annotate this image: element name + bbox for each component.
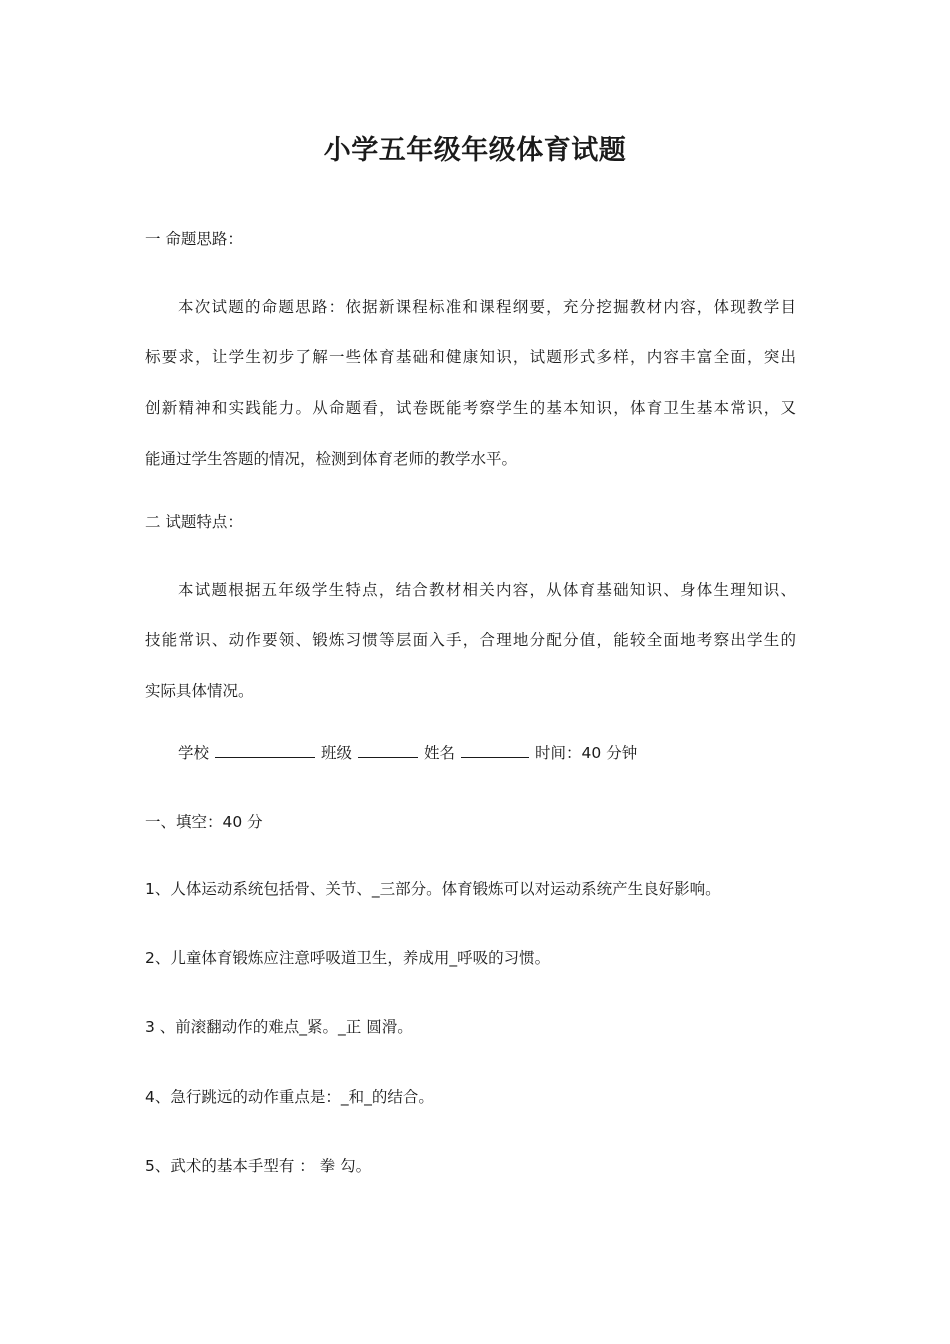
section1-line-1: 本次试题的命题思路：依据新课程标准和课程纲要，充分挖掘教材内容，体现教学目 (178, 298, 796, 316)
section2-line-2: 技能常识、动作要领、锻炼习惯等层面入手，合理地分配分值，能较全面地考察出学生的 (145, 631, 796, 649)
class-label: 班级 (321, 744, 353, 762)
student-info-line (178, 742, 838, 764)
time-label: 时间：40 分钟 (535, 744, 638, 762)
section2-heading: 二 试题特点： (145, 513, 243, 531)
question-5: 5、武术的基本手型有 ： 拳 勾。 (145, 1157, 372, 1175)
section1-heading: 一 命题思路： (145, 230, 243, 248)
section2-line-3: 实际具体情况。 (145, 682, 254, 700)
section2-line-1: 本试题根据五年级学生特点，结合教材相关内容，从体育基础知识、身体生理知识、 (178, 581, 796, 599)
class-blank (358, 742, 418, 758)
school-blank (215, 742, 315, 758)
section1-line-3: 创新精神和实践能力。从命题看，试卷既能考察学生的基本知识，体育卫生基本常识，又 (145, 399, 796, 417)
question-1: 1、人体运动系统包括骨、关节、_三部分。体育锻炼可以对运动系统产生良好影响。 (145, 880, 721, 898)
name-label: 姓名 (424, 744, 456, 762)
document-title: 小学五年级年级体育试题 (323, 135, 627, 166)
section1-line-2: 标要求，让学生初步了解一些体育基础和健康知识，试题形式多样，内容丰富全面，突出 (145, 348, 796, 366)
school-label: 学校 (178, 744, 210, 762)
question-2: 2、儿童体育锻炼应注意呼吸道卫生，养成用_呼吸的习惯。 (145, 949, 551, 967)
question-4: 4、急行跳远的动作重点是：_和_的结合。 (145, 1088, 434, 1106)
section1-line-4: 能通过学生答题的情况，检测到体育老师的教学水平。 (145, 450, 518, 468)
question-3: 3 、前滚翻动作的难点_紧。_正 圆滑。 (145, 1018, 413, 1036)
name-blank (461, 742, 529, 758)
part1-heading: 一、填空：40 分 (145, 813, 263, 831)
